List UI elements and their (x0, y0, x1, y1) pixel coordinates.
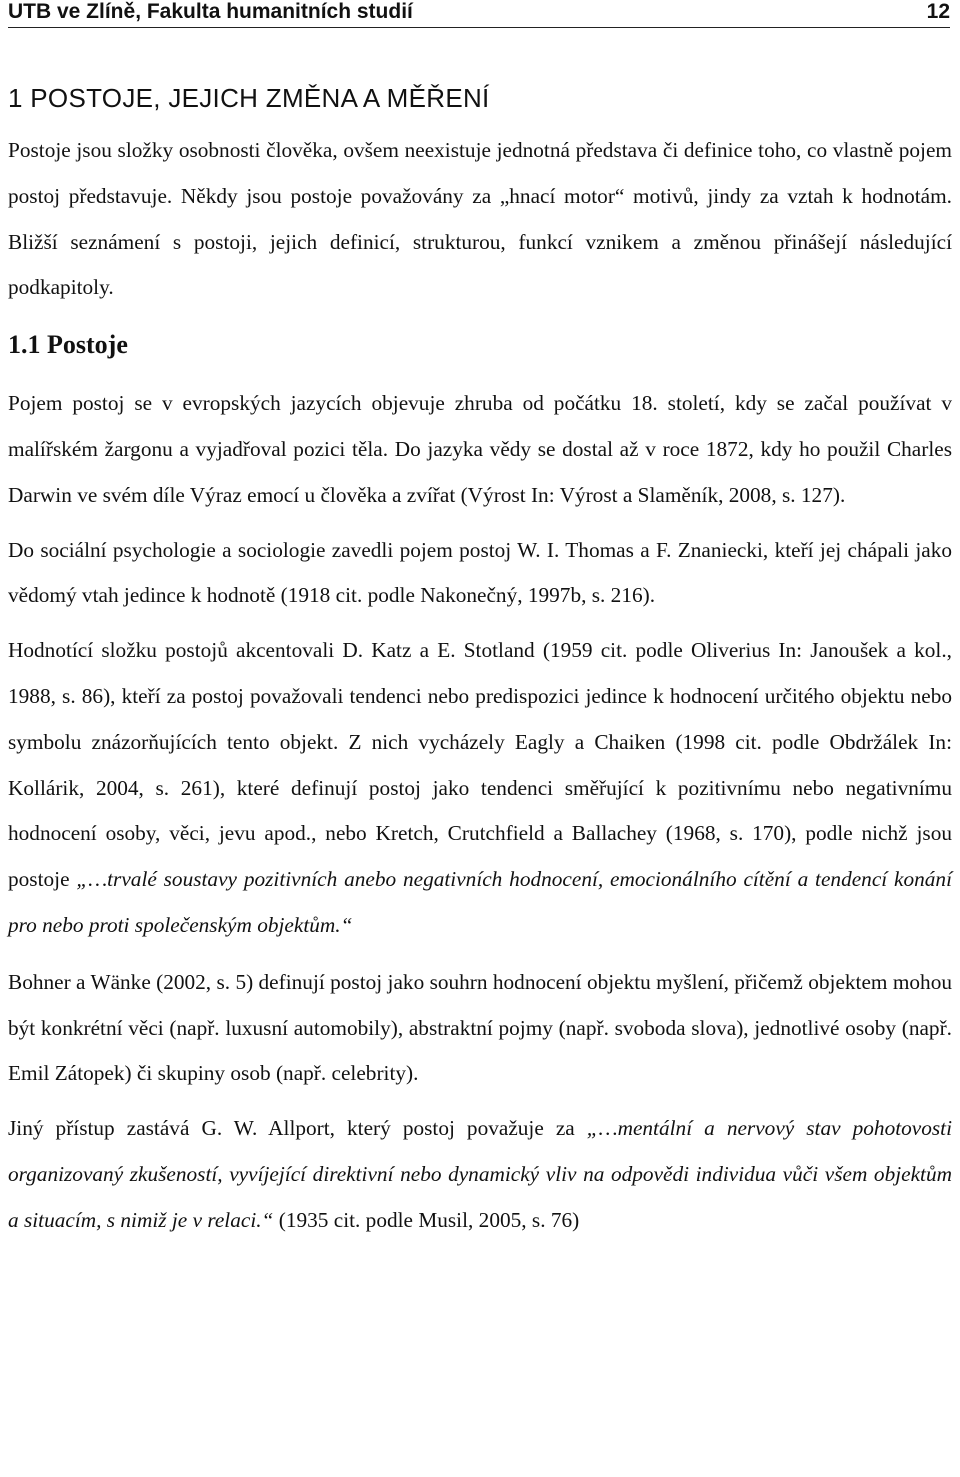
section-heading: 1.1 Postoje (8, 330, 128, 360)
paragraph-origin: Pojem postoj se v evropských jazycích objevuje zhruba od počátku 18. století, kdy se začal používat v malířském žargonu a vyjadřoval pozici těla. Do jazyka vědy se dostal až v roce 1872, kdy ho použil Charles Darwin ve svém díle Výraz emocí u člověka a zvířat (Výrost In: Výrost a Slaměník, 2008, s. 127). (8, 391, 952, 507)
chapter-heading: 1 POSTOJE, JEJICH ZMĚNA A MĚŘENÍ (8, 83, 490, 113)
paragraph-text: Hodnotící složku postojů akcentovali D. Katz a E. Stotland (1959 cit. podle Oliverius In: Janoušek a kol., 1988, s. 86), kteří za postoj považovali tendenci nebo predispozici jedince k hodnocení určitého objektu nebo symbolu znázorňujících tento objekt. Z nich vycházely Eagly a Chaiken (1998 cit. podle Obdržálek In: Kollárik, 2004, s. 261), které definují postoj jako tendenci směřující k pozitivnímu nebo negativnímu hodnocení osoby, věci, jevu apod., nebo Kretch, Crutchfield a Ballachey (1968, s. 170), podle nichž jsou postoje (8, 638, 952, 892)
running-header (8, 0, 950, 28)
quote-allport: „…mentální a nervový stav pohotovosti organizovaný zkušeností, vyvíjející direktivní nebo dynamický vliv na odpovědi individua vůči všem objektům a situacím, s nimiž je v relaci.“ (8, 1116, 953, 1232)
citation: (1935 cit. podle Musil, 2005, s. 76) (273, 1207, 580, 1232)
paragraph-text: Jiný přístup zastává G. W. Allport, který postoj považuje za (8, 1116, 587, 1141)
chapter-intro: Postoje jsou složky osobnosti člověka, ovšem neexistuje jednotná představa či definice toho, co vlastně pojem postoj představuje. Někdy jsou postoje považovány za „hnací motor“ motivů, jindy za vztah k hodnotám. Bližší seznámení s postoji, jejich definicí, strukturou, funkcí vznikem a změnou přinášejí následující podkapitoly. (8, 138, 952, 300)
paragraph-allport (8, 1106, 952, 1243)
header-title: UTB ve Zlíně, Fakulta humanitních studií (8, 0, 413, 23)
paragraph-thomas-znaniecki: Do sociální psychologie a sociologie zavedli pojem postoj W. I. Thomas a F. Znaniecki, kteří jej chápali jako vědomý vtah jedince k hodnotě (1918 cit. podle Nakonečný, 1997b, s. 216). (8, 537, 952, 608)
quote-kretch: „…trvalé soustavy pozitivních anebo negativních hodnocení, emocionálního cítění a tendencí konání pro nebo proti společenským objektům.“ (8, 867, 952, 937)
page-body (8, 78, 952, 1253)
paragraph-bohner-wanke: Bohner a Wänke (2002, s. 5) definují postoj jako souhrn hodnocení objektu myšlení, přičemž objektem mohou být konkrétní věci (např. luxusní automobily), abstraktní pojmy (např. svoboda slova), jednotlivé osoby (např. Emil Zátopek) či skupiny osob (např. celebrity). (8, 969, 952, 1086)
paragraph-evaluative (8, 628, 952, 949)
page-number: 12 (926, 0, 950, 23)
